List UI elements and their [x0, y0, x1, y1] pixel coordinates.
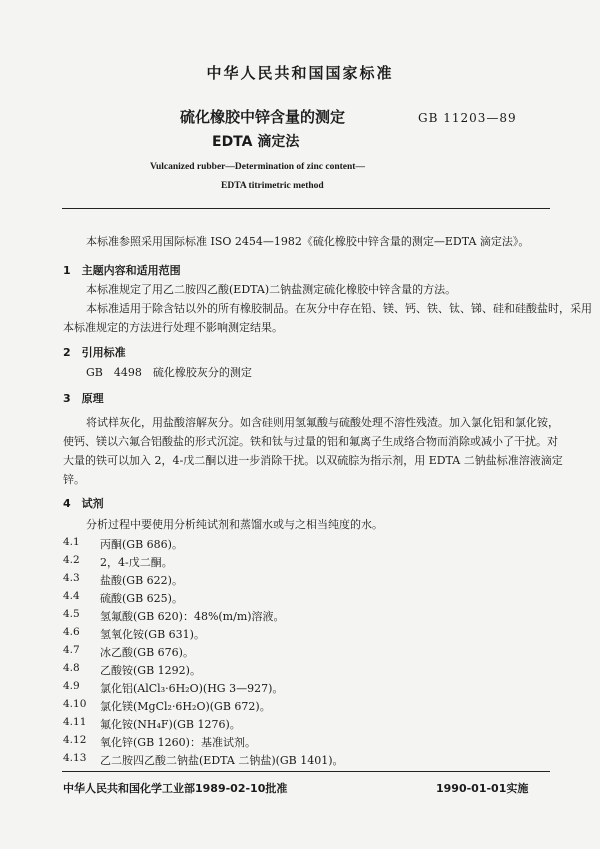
- section-3-line: 使钙、镁以六氟合铝酸盐的形式沉淀。铁和钛与过量的铝和氟离子生成络合物而消除或减小了干扰。对: [63, 435, 558, 448]
- reagent-number: 4.8: [63, 662, 80, 674]
- reagent-number: 4.3: [63, 572, 80, 584]
- reagent-number: 4.13: [63, 752, 87, 764]
- effective-date: 1990-01-01实施: [436, 782, 529, 795]
- section-4-line: 分析过程中要使用分析纯试剂和蒸馏水或与之相当纯度的水。: [86, 518, 383, 531]
- bottom-divider: [62, 771, 550, 772]
- reagent-number: 4.5: [63, 608, 80, 620]
- title-cn-line1: 硫化橡胶中锌含量的测定: [180, 108, 346, 126]
- reagent-text: 乙酸铵(GB 1292)。: [100, 664, 201, 677]
- section-3-line: 将试样灰化，用盐酸溶解灰分。如含硅则用氢氟酸与硫酸处理不溶性残渣。加入氯化铝和氯化铵，: [86, 416, 559, 429]
- section-2-line: GB 4498 硫化橡胶灰分的测定: [86, 366, 252, 379]
- section-1-line: 本标准规定了用乙二胺四乙酸(EDTA)二钠盐测定硫化橡胶中锌含量的方法。: [86, 283, 457, 296]
- reagent-number: 4.1: [63, 536, 80, 548]
- reagent-number: 4.10: [63, 698, 87, 710]
- reagent-text: 盐酸(GB 622)。: [100, 574, 183, 587]
- title-cn-line2: EDTA 滴定法: [212, 134, 300, 150]
- reagent-text: 氧化锌(GB 1260)：基准试剂。: [100, 736, 256, 749]
- reagent-number: 4.9: [63, 680, 80, 692]
- approval-line: 中华人民共和国化学工业部1989-02-10批准: [63, 782, 288, 795]
- section-3-line: 锌。: [63, 473, 85, 486]
- title-en-line2: EDTA titrimetric method: [221, 181, 324, 191]
- reagent-text: 乙二胺四乙酸二钠盐(EDTA 二钠盐)(GB 1401)。: [100, 754, 344, 767]
- reagent-text: 氟化铵(NH₄F)(GB 1276)。: [100, 718, 241, 731]
- reagent-number: 4.4: [63, 590, 80, 602]
- title-en-line1: Vulcanized rubber—Determination of zinc content—: [150, 162, 365, 172]
- reagent-text: 冰乙酸(GB 676)。: [100, 646, 194, 659]
- reagent-text: 氢氧化铵(GB 631)。: [100, 628, 205, 641]
- top-divider: [62, 208, 550, 209]
- section-1-line: 本标准适用于除含钴以外的所有橡胶制品。在灰分中存在铅、镁、钙、铁、钛、锑、硅和硅酸盐时，采用: [86, 302, 592, 315]
- section-4-heading: 4 试剂: [63, 497, 104, 510]
- section-1-line: 本标准规定的方法进行处理不影响测定结果。: [63, 321, 283, 334]
- section-3-line: 大量的铁可以加入 2，4-戊二酮以进一步消除干扰。以双硫腙为指示剂，用 EDTA 二钠盐标准溶液滴定: [63, 454, 563, 467]
- section-2-heading: 2 引用标准: [63, 346, 126, 359]
- reagent-text: 丙酮(GB 686)。: [100, 538, 183, 551]
- reagent-number: 4.11: [63, 716, 87, 728]
- reagent-text: 2，4-戊二酮。: [100, 556, 173, 569]
- reagent-number: 4.6: [63, 626, 80, 638]
- document-header: 中华人民共和国国家标准: [206, 64, 394, 82]
- reagent-text: 硫酸(GB 625)。: [100, 592, 183, 605]
- intro-paragraph: 本标准参照采用国际标准 ISO 2454—1982《硫化橡胶中锌含量的测定—EDTA 滴定法》。: [86, 235, 530, 248]
- section-1-heading: 1 主题内容和适用范围: [63, 264, 181, 277]
- reagent-text: 氯化铝(AlCl₃·6H₂O)(HG 3—927)。: [100, 682, 284, 695]
- reagent-text: 氢氟酸(GB 620)：48%(m/m)溶液。: [100, 610, 285, 623]
- reagent-text: 氯化镁(MgCl₂·6H₂O)(GB 672)。: [100, 700, 271, 713]
- reagent-number: 4.2: [63, 554, 80, 566]
- section-3-heading: 3 原理: [63, 392, 104, 405]
- standard-number: GB 11203—89: [418, 111, 517, 125]
- reagent-number: 4.7: [63, 644, 80, 656]
- reagent-number: 4.12: [63, 734, 87, 746]
